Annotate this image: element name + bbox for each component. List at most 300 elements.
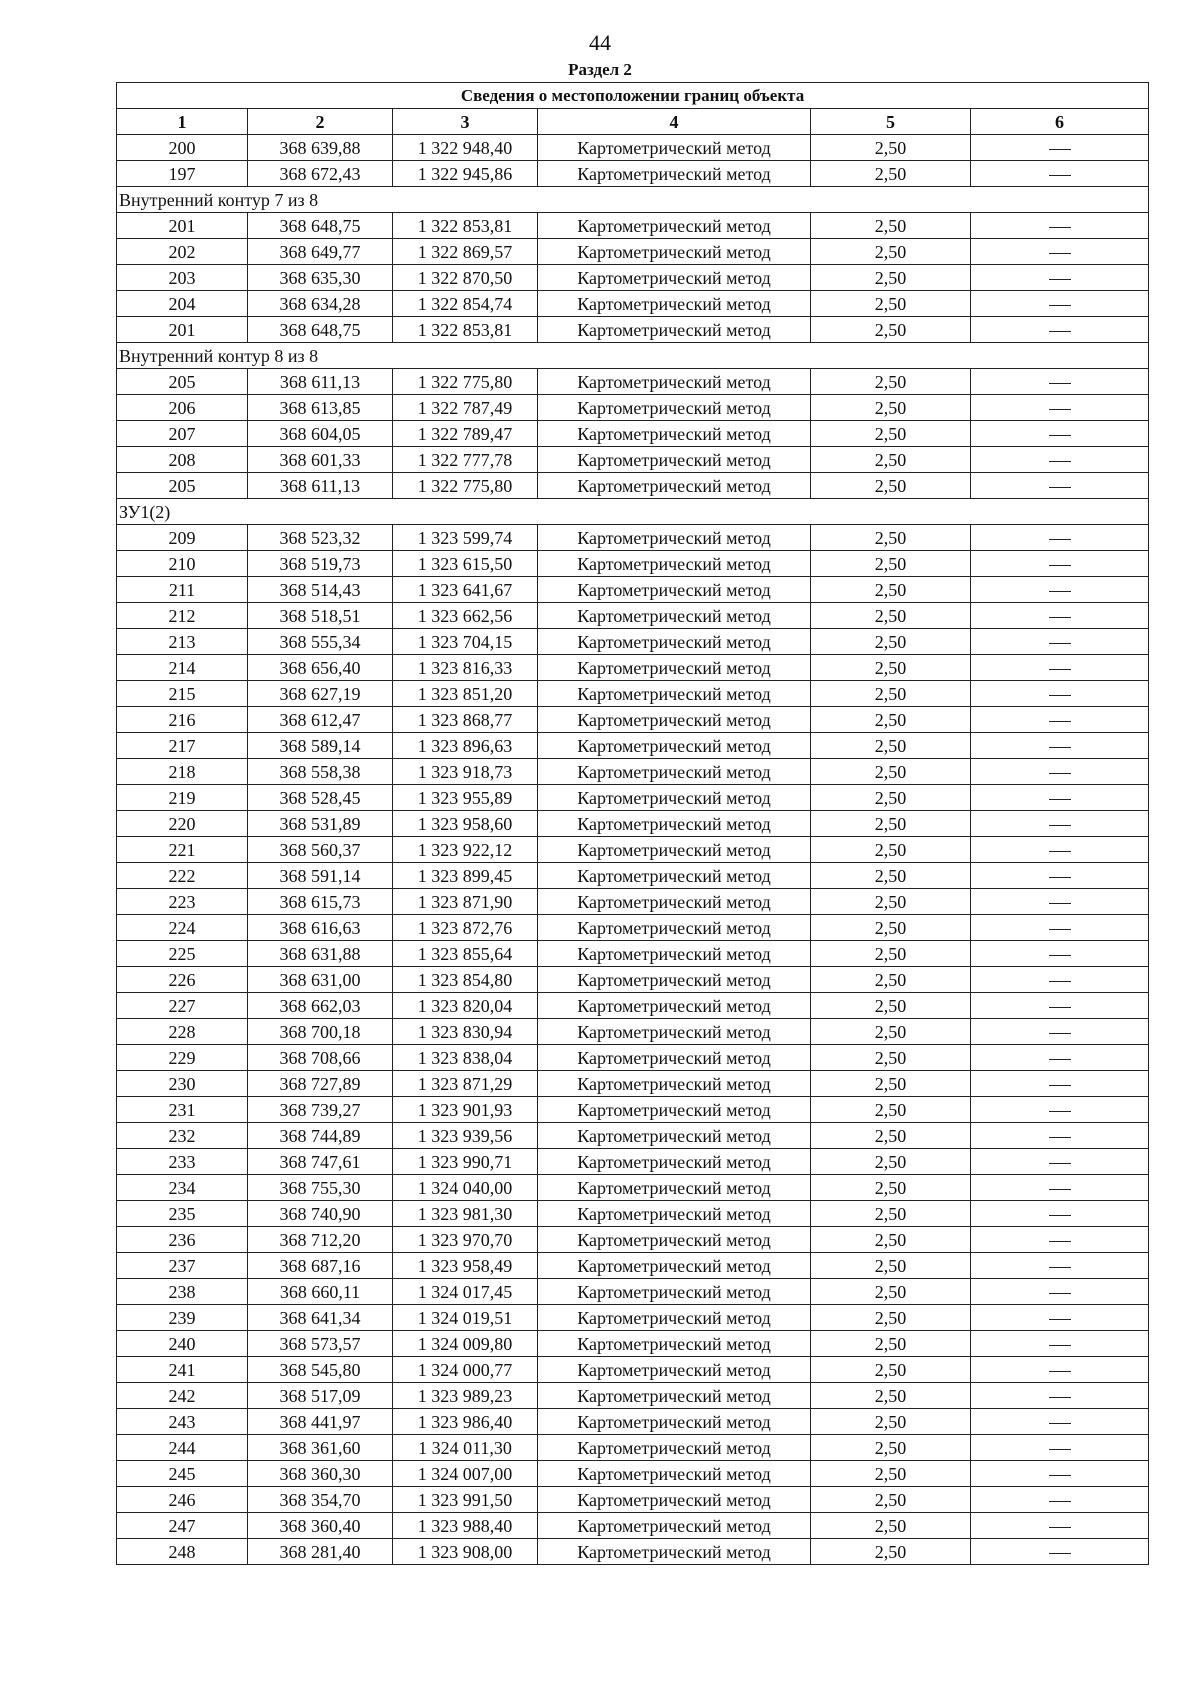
note-cell: [971, 525, 1149, 551]
table-row: [117, 1097, 1149, 1123]
y-coordinate-cell: 1 323 958,60: [393, 811, 538, 837]
table-row: [117, 525, 1149, 551]
x-coordinate-cell: 368 591,14: [248, 863, 393, 889]
y-coordinate-cell: 1 323 855,64: [393, 941, 538, 967]
table-row: [117, 603, 1149, 629]
dash-mark: [1049, 799, 1071, 800]
y-coordinate-cell: 1 323 704,15: [393, 629, 538, 655]
note-cell: [971, 1149, 1149, 1175]
method-cell: Картометрический метод: [538, 1201, 811, 1227]
accuracy-cell: 2,50: [811, 1175, 971, 1201]
y-coordinate-cell: 1 323 641,67: [393, 577, 538, 603]
note-cell: [971, 837, 1149, 863]
point-number-cell: 227: [117, 993, 248, 1019]
method-cell: Картометрический метод: [538, 1461, 811, 1487]
point-number-cell: 226: [117, 967, 248, 993]
y-coordinate-cell: 1 323 955,89: [393, 785, 538, 811]
dash-mark: [1049, 851, 1071, 852]
y-coordinate-cell: 1 322 775,80: [393, 473, 538, 499]
note-cell: [971, 1097, 1149, 1123]
point-number-cell: 220: [117, 811, 248, 837]
y-coordinate-cell: 1 322 869,57: [393, 239, 538, 265]
contour-label: ЗУ1(2): [117, 499, 1149, 525]
dash-mark: [1049, 981, 1071, 982]
table-row: [117, 941, 1149, 967]
note-cell: [971, 629, 1149, 655]
x-coordinate-cell: 368 545,80: [248, 1357, 393, 1383]
dash-mark: [1049, 1449, 1071, 1450]
table-row: [117, 1539, 1149, 1565]
table-row: [117, 1305, 1149, 1331]
y-coordinate-cell: 1 322 945,86: [393, 161, 538, 187]
point-number-cell: 224: [117, 915, 248, 941]
accuracy-cell: 2,50: [811, 473, 971, 499]
x-coordinate-cell: 368 604,05: [248, 421, 393, 447]
dash-mark: [1049, 1137, 1071, 1138]
method-cell: Картометрический метод: [538, 1487, 811, 1513]
y-coordinate-cell: 1 323 939,56: [393, 1123, 538, 1149]
y-coordinate-cell: 1 323 901,93: [393, 1097, 538, 1123]
method-cell: Картометрический метод: [538, 1279, 811, 1305]
y-coordinate-cell: 1 323 838,04: [393, 1045, 538, 1071]
dash-mark: [1049, 1267, 1071, 1268]
note-cell: [971, 317, 1149, 343]
method-cell: Картометрический метод: [538, 707, 811, 733]
x-coordinate-cell: 368 611,13: [248, 473, 393, 499]
point-number-cell: 204: [117, 291, 248, 317]
accuracy-cell: 2,50: [811, 785, 971, 811]
method-cell: Картометрический метод: [538, 1227, 811, 1253]
table-row: [117, 1383, 1149, 1409]
x-coordinate-cell: 368 747,61: [248, 1149, 393, 1175]
table-row: [117, 291, 1149, 317]
table-row: [117, 1435, 1149, 1461]
x-coordinate-cell: 368 514,43: [248, 577, 393, 603]
point-number-cell: 201: [117, 317, 248, 343]
y-coordinate-cell: 1 323 871,90: [393, 889, 538, 915]
dash-mark: [1049, 643, 1071, 644]
accuracy-cell: 2,50: [811, 1331, 971, 1357]
note-cell: [971, 889, 1149, 915]
point-number-cell: 244: [117, 1435, 248, 1461]
point-number-cell: 245: [117, 1461, 248, 1487]
table-row: [117, 447, 1149, 473]
method-cell: Картометрический метод: [538, 1331, 811, 1357]
y-coordinate-cell: 1 323 820,04: [393, 993, 538, 1019]
contour-group-row: [117, 343, 1149, 369]
point-number-cell: 229: [117, 1045, 248, 1071]
note-cell: [971, 1253, 1149, 1279]
point-number-cell: 228: [117, 1019, 248, 1045]
accuracy-cell: 2,50: [811, 1513, 971, 1539]
dash-mark: [1049, 825, 1071, 826]
accuracy-cell: 2,50: [811, 967, 971, 993]
method-cell: Картометрический метод: [538, 1071, 811, 1097]
method-cell: Картометрический метод: [538, 291, 811, 317]
x-coordinate-cell: 368 519,73: [248, 551, 393, 577]
method-cell: Картометрический метод: [538, 1045, 811, 1071]
note-cell: [971, 161, 1149, 187]
table-row: [117, 213, 1149, 239]
note-cell: [971, 1539, 1149, 1565]
note-cell: [971, 707, 1149, 733]
y-coordinate-cell: 1 323 988,40: [393, 1513, 538, 1539]
dash-mark: [1049, 253, 1071, 254]
note-cell: [971, 993, 1149, 1019]
table-row: [117, 577, 1149, 603]
dash-mark: [1049, 487, 1071, 488]
point-number-cell: 219: [117, 785, 248, 811]
dash-mark: [1049, 747, 1071, 748]
accuracy-cell: 2,50: [811, 941, 971, 967]
accuracy-cell: 2,50: [811, 1019, 971, 1045]
dash-mark: [1049, 1475, 1071, 1476]
dash-mark: [1049, 305, 1071, 306]
method-cell: Картометрический метод: [538, 473, 811, 499]
note-cell: [971, 395, 1149, 421]
dash-mark: [1049, 1501, 1071, 1502]
point-number-cell: 216: [117, 707, 248, 733]
dash-mark: [1049, 773, 1071, 774]
method-cell: Картометрический метод: [538, 759, 811, 785]
contour-group-row: [117, 187, 1149, 213]
method-cell: Картометрический метод: [538, 1539, 811, 1565]
dash-mark: [1049, 1345, 1071, 1346]
point-number-cell: 236: [117, 1227, 248, 1253]
point-number-cell: 243: [117, 1409, 248, 1435]
dash-mark: [1049, 1007, 1071, 1008]
note-cell: [971, 1461, 1149, 1487]
y-coordinate-cell: 1 324 007,00: [393, 1461, 538, 1487]
note-cell: [971, 421, 1149, 447]
note-cell: [971, 811, 1149, 837]
x-coordinate-cell: 368 281,40: [248, 1539, 393, 1565]
method-cell: Картометрический метод: [538, 161, 811, 187]
note-cell: [971, 1383, 1149, 1409]
table-row: [117, 1461, 1149, 1487]
accuracy-cell: 2,50: [811, 889, 971, 915]
point-number-cell: 208: [117, 447, 248, 473]
method-cell: Картометрический метод: [538, 681, 811, 707]
accuracy-cell: 2,50: [811, 863, 971, 889]
point-number-cell: 197: [117, 161, 248, 187]
note-cell: [971, 1409, 1149, 1435]
note-cell: [971, 1357, 1149, 1383]
point-number-cell: 200: [117, 135, 248, 161]
point-number-cell: 233: [117, 1149, 248, 1175]
table-body: [117, 83, 1149, 1565]
method-cell: Картометрический метод: [538, 1409, 811, 1435]
table-row: [117, 1227, 1149, 1253]
table-row: [117, 915, 1149, 941]
point-number-cell: 247: [117, 1513, 248, 1539]
note-cell: [971, 967, 1149, 993]
accuracy-cell: 2,50: [811, 1435, 971, 1461]
x-coordinate-cell: 368 354,70: [248, 1487, 393, 1513]
y-coordinate-cell: 1 324 017,45: [393, 1279, 538, 1305]
y-coordinate-cell: 1 324 019,51: [393, 1305, 538, 1331]
column-header: 4: [538, 109, 811, 135]
note-cell: [971, 785, 1149, 811]
method-cell: Картометрический метод: [538, 967, 811, 993]
point-number-cell: 238: [117, 1279, 248, 1305]
table-row: [117, 239, 1149, 265]
table-row: [117, 1253, 1149, 1279]
dash-mark: [1049, 227, 1071, 228]
x-coordinate-cell: 368 360,40: [248, 1513, 393, 1539]
table-row: [117, 993, 1149, 1019]
method-cell: Картометрический метод: [538, 421, 811, 447]
accuracy-cell: 2,50: [811, 135, 971, 161]
note-cell: [971, 577, 1149, 603]
point-number-cell: 218: [117, 759, 248, 785]
y-coordinate-cell: 1 323 922,12: [393, 837, 538, 863]
point-number-cell: 209: [117, 525, 248, 551]
table-row: [117, 317, 1149, 343]
x-coordinate-cell: 368 648,75: [248, 317, 393, 343]
point-number-cell: 246: [117, 1487, 248, 1513]
dash-mark: [1049, 461, 1071, 462]
point-number-cell: 201: [117, 213, 248, 239]
x-coordinate-cell: 368 611,13: [248, 369, 393, 395]
point-number-cell: 241: [117, 1357, 248, 1383]
y-coordinate-cell: 1 323 830,94: [393, 1019, 538, 1045]
x-coordinate-cell: 368 555,34: [248, 629, 393, 655]
method-cell: Картометрический метод: [538, 525, 811, 551]
y-coordinate-cell: 1 323 981,30: [393, 1201, 538, 1227]
x-coordinate-cell: 368 517,09: [248, 1383, 393, 1409]
x-coordinate-cell: 368 739,27: [248, 1097, 393, 1123]
y-coordinate-cell: 1 323 851,20: [393, 681, 538, 707]
note-cell: [971, 291, 1149, 317]
table-row: [117, 733, 1149, 759]
table-caption: Сведения о местоположении границ объекта: [117, 83, 1149, 109]
table-row: [117, 655, 1149, 681]
method-cell: Картометрический метод: [538, 1513, 811, 1539]
x-coordinate-cell: 368 523,32: [248, 525, 393, 551]
y-coordinate-cell: 1 323 899,45: [393, 863, 538, 889]
note-cell: [971, 603, 1149, 629]
note-cell: [971, 1487, 1149, 1513]
note-cell: [971, 1071, 1149, 1097]
table-row: [117, 681, 1149, 707]
x-coordinate-cell: 368 648,75: [248, 213, 393, 239]
method-cell: Картометрический метод: [538, 1019, 811, 1045]
point-number-cell: 205: [117, 369, 248, 395]
x-coordinate-cell: 368 531,89: [248, 811, 393, 837]
table-row: [117, 421, 1149, 447]
x-coordinate-cell: 368 662,03: [248, 993, 393, 1019]
point-number-cell: 206: [117, 395, 248, 421]
method-cell: Картометрический метод: [538, 265, 811, 291]
y-coordinate-cell: 1 322 853,81: [393, 213, 538, 239]
accuracy-cell: 2,50: [811, 837, 971, 863]
x-coordinate-cell: 368 361,60: [248, 1435, 393, 1461]
table-row: [117, 863, 1149, 889]
table-row: [117, 967, 1149, 993]
point-number-cell: 212: [117, 603, 248, 629]
y-coordinate-cell: 1 324 000,77: [393, 1357, 538, 1383]
method-cell: Картометрический метод: [538, 1097, 811, 1123]
y-coordinate-cell: 1 322 787,49: [393, 395, 538, 421]
method-cell: Картометрический метод: [538, 811, 811, 837]
accuracy-cell: 2,50: [811, 577, 971, 603]
point-number-cell: 221: [117, 837, 248, 863]
point-number-cell: 242: [117, 1383, 248, 1409]
point-number-cell: 210: [117, 551, 248, 577]
accuracy-cell: 2,50: [811, 291, 971, 317]
dash-mark: [1049, 383, 1071, 384]
point-number-cell: 205: [117, 473, 248, 499]
x-coordinate-cell: 368 635,30: [248, 265, 393, 291]
x-coordinate-cell: 368 627,19: [248, 681, 393, 707]
x-coordinate-cell: 368 755,30: [248, 1175, 393, 1201]
y-coordinate-cell: 1 322 854,74: [393, 291, 538, 317]
table-row: [117, 785, 1149, 811]
point-number-cell: 240: [117, 1331, 248, 1357]
column-header: 2: [248, 109, 393, 135]
note-cell: [971, 863, 1149, 889]
table-row: [117, 1045, 1149, 1071]
x-coordinate-cell: 368 558,38: [248, 759, 393, 785]
table-row: [117, 161, 1149, 187]
method-cell: Картометрический метод: [538, 889, 811, 915]
accuracy-cell: 2,50: [811, 369, 971, 395]
y-coordinate-cell: 1 323 991,50: [393, 1487, 538, 1513]
table-row: [117, 1331, 1149, 1357]
x-coordinate-cell: 368 687,16: [248, 1253, 393, 1279]
y-coordinate-cell: 1 323 615,50: [393, 551, 538, 577]
dash-mark: [1049, 565, 1071, 566]
method-cell: Картометрический метод: [538, 915, 811, 941]
x-coordinate-cell: 368 613,85: [248, 395, 393, 421]
method-cell: Картометрический метод: [538, 655, 811, 681]
contour-label: Внутренний контур 8 из 8: [117, 343, 1149, 369]
y-coordinate-cell: 1 322 948,40: [393, 135, 538, 161]
x-coordinate-cell: 368 634,28: [248, 291, 393, 317]
table-row: [117, 1123, 1149, 1149]
note-cell: [971, 1019, 1149, 1045]
column-header: 6: [971, 109, 1149, 135]
y-coordinate-cell: 1 323 871,29: [393, 1071, 538, 1097]
method-cell: Картометрический метод: [538, 577, 811, 603]
dash-mark: [1049, 877, 1071, 878]
y-coordinate-cell: 1 323 868,77: [393, 707, 538, 733]
x-coordinate-cell: 368 649,77: [248, 239, 393, 265]
y-coordinate-cell: 1 323 662,56: [393, 603, 538, 629]
x-coordinate-cell: 368 672,43: [248, 161, 393, 187]
table-row: [117, 473, 1149, 499]
dash-mark: [1049, 1241, 1071, 1242]
x-coordinate-cell: 368 518,51: [248, 603, 393, 629]
y-coordinate-cell: 1 323 989,23: [393, 1383, 538, 1409]
y-coordinate-cell: 1 324 011,30: [393, 1435, 538, 1461]
table-row: [117, 1513, 1149, 1539]
x-coordinate-cell: 368 660,11: [248, 1279, 393, 1305]
table-row: [117, 369, 1149, 395]
table-row: [117, 1487, 1149, 1513]
x-coordinate-cell: 368 441,97: [248, 1409, 393, 1435]
dash-mark: [1049, 175, 1071, 176]
point-number-cell: 202: [117, 239, 248, 265]
method-cell: Картометрический метод: [538, 551, 811, 577]
table-row: [117, 551, 1149, 577]
method-cell: Картометрический метод: [538, 1253, 811, 1279]
note-cell: [971, 1279, 1149, 1305]
note-cell: [971, 1513, 1149, 1539]
table-row: [117, 837, 1149, 863]
accuracy-cell: 2,50: [811, 629, 971, 655]
accuracy-cell: 2,50: [811, 915, 971, 941]
method-cell: Картометрический метод: [538, 733, 811, 759]
method-cell: Картометрический метод: [538, 941, 811, 967]
note-cell: [971, 551, 1149, 577]
table-row: [117, 265, 1149, 291]
dash-mark: [1049, 955, 1071, 956]
note-cell: [971, 1045, 1149, 1071]
dash-mark: [1049, 1423, 1071, 1424]
method-cell: Картометрический метод: [538, 239, 811, 265]
dash-mark: [1049, 695, 1071, 696]
accuracy-cell: 2,50: [811, 421, 971, 447]
column-header: 1: [117, 109, 248, 135]
table-row: [117, 629, 1149, 655]
dash-mark: [1049, 409, 1071, 410]
method-cell: Картометрический метод: [538, 785, 811, 811]
table-caption-row: [117, 83, 1149, 109]
table-row: [117, 135, 1149, 161]
accuracy-cell: 2,50: [811, 239, 971, 265]
dash-mark: [1049, 1033, 1071, 1034]
accuracy-cell: 2,50: [811, 603, 971, 629]
table-row: [117, 1071, 1149, 1097]
method-cell: Картометрический метод: [538, 135, 811, 161]
dash-mark: [1049, 331, 1071, 332]
x-coordinate-cell: 368 740,90: [248, 1201, 393, 1227]
note-cell: [971, 369, 1149, 395]
y-coordinate-cell: 1 323 599,74: [393, 525, 538, 551]
dash-mark: [1049, 1215, 1071, 1216]
point-number-cell: 230: [117, 1071, 248, 1097]
table-row: [117, 1149, 1149, 1175]
note-cell: [971, 1123, 1149, 1149]
dash-mark: [1049, 1163, 1071, 1164]
method-cell: Картометрический метод: [538, 317, 811, 343]
contour-group-row: [117, 499, 1149, 525]
accuracy-cell: 2,50: [811, 1487, 971, 1513]
accuracy-cell: 2,50: [811, 1045, 971, 1071]
y-coordinate-cell: 1 324 009,80: [393, 1331, 538, 1357]
y-coordinate-cell: 1 323 958,49: [393, 1253, 538, 1279]
y-coordinate-cell: 1 323 816,33: [393, 655, 538, 681]
dash-mark: [1049, 539, 1071, 540]
accuracy-cell: 2,50: [811, 1097, 971, 1123]
accuracy-cell: 2,50: [811, 213, 971, 239]
note-cell: [971, 239, 1149, 265]
x-coordinate-cell: 368 631,88: [248, 941, 393, 967]
dash-mark: [1049, 903, 1071, 904]
dash-mark: [1049, 1371, 1071, 1372]
table-row: [117, 1019, 1149, 1045]
dash-mark: [1049, 1085, 1071, 1086]
accuracy-cell: 2,50: [811, 681, 971, 707]
point-number-cell: 225: [117, 941, 248, 967]
table-row: [117, 1409, 1149, 1435]
accuracy-cell: 2,50: [811, 1253, 971, 1279]
accuracy-cell: 2,50: [811, 733, 971, 759]
dash-mark: [1049, 149, 1071, 150]
table-row: [117, 1357, 1149, 1383]
